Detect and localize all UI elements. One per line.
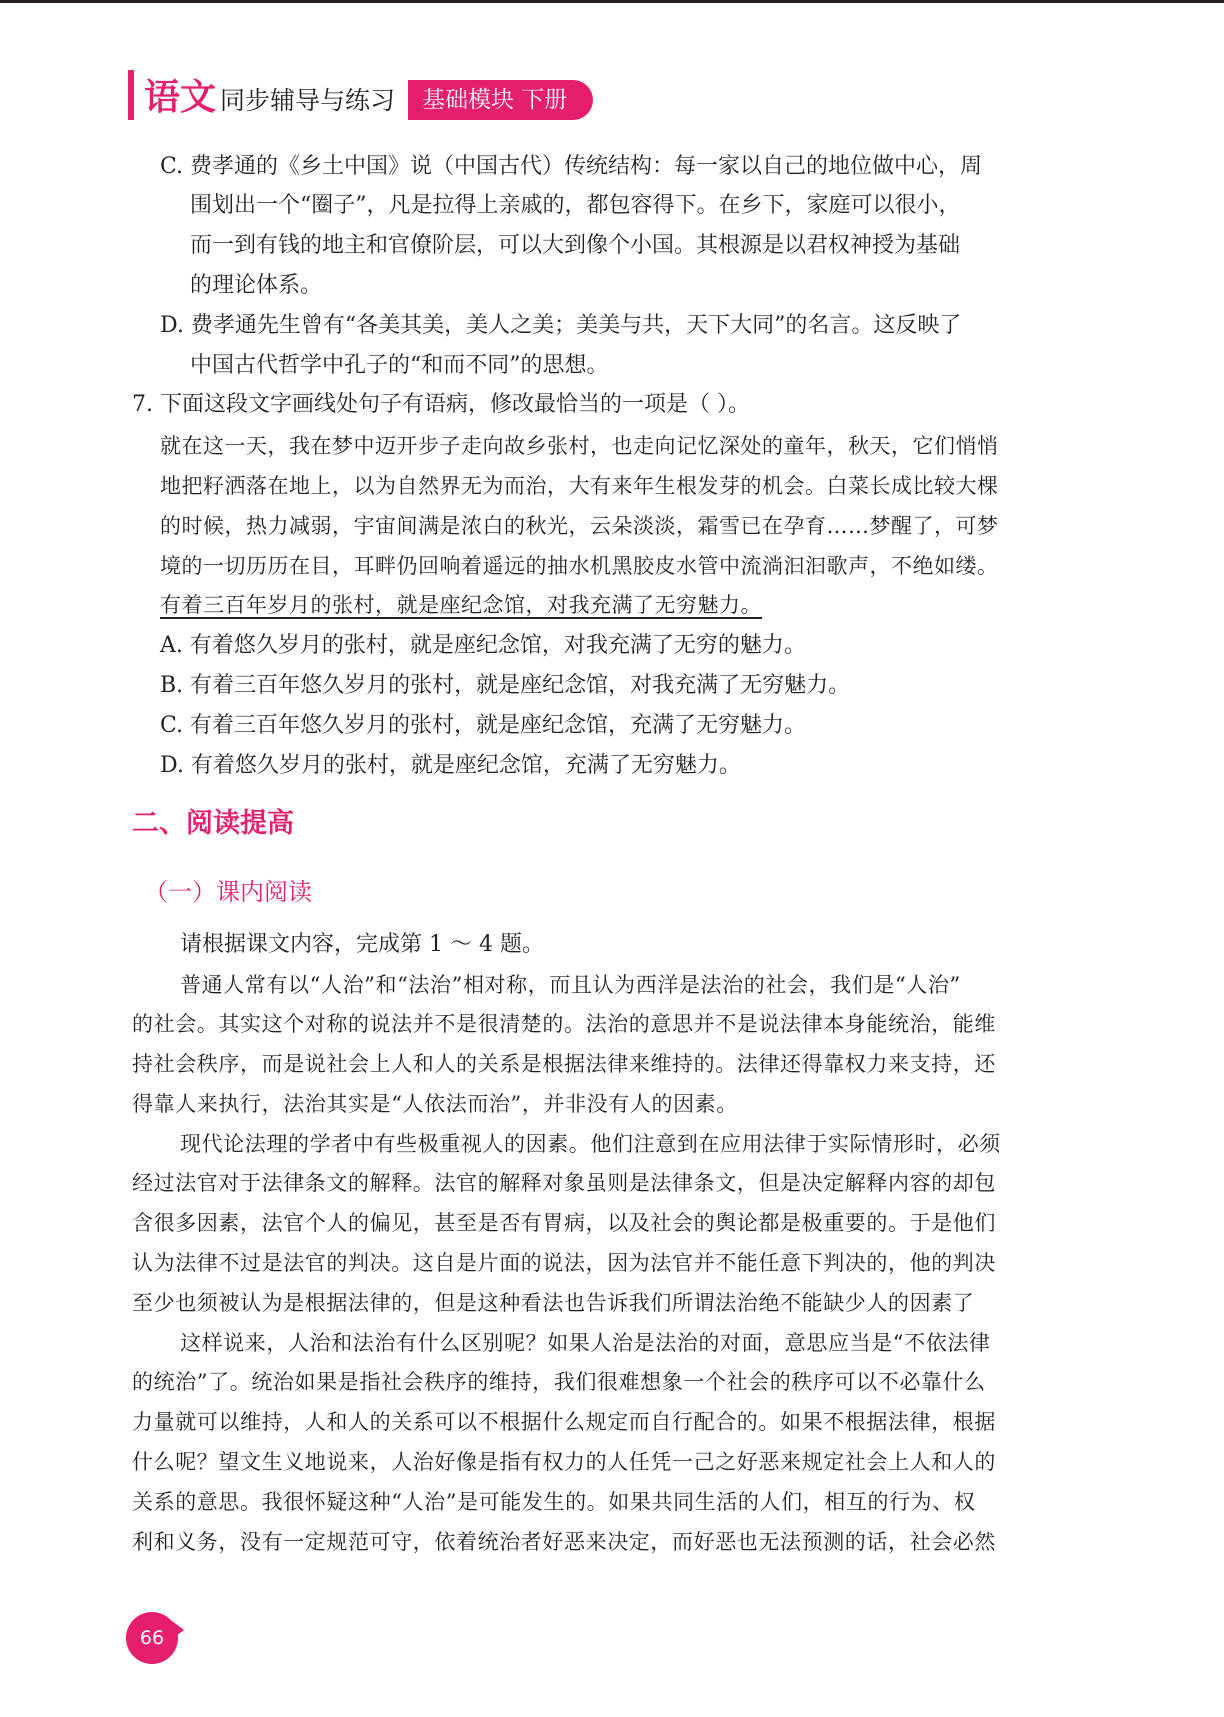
reading-p2-line: 现代论法理的学者中有些极重视人的因素。他们注意到在应用法律于实际情形时，必须 <box>180 1132 1001 1156</box>
instruction: 请根据课文内容，完成第 1 ～ 4 题。 <box>180 932 544 957</box>
subsection-heading: （一）课内阅读 <box>144 878 312 906</box>
reading-p3-line: 什么呢？望文生义地说来，人治好像是指有权力的人任凭一己之好恶来规定社会上人和人的 <box>132 1450 996 1474</box>
reading-p3-line: 这样说来，人治和法治有什么区别呢？如果人治是法治的对面，意思应当是“不依法律 <box>180 1331 991 1355</box>
section-heading: 二、阅读提高 <box>132 808 294 839</box>
reading-p1-line: 得靠人来执行，法治其实是“人依法而治”，并非没有人的因素。 <box>132 1092 738 1116</box>
q6-option-c-line: 而一到有钱的地主和官僚阶层，可以大到像个小国。其根源是以君权神授为基础 <box>190 233 961 258</box>
reading-p3-line: 的统治”了。统治如果是指社会秩序的维持，我们很难想象一个社会的秩序可以不必靠什么 <box>132 1370 986 1394</box>
reading-p2-line: 认为法律不过是法官的判决。这自是片面的说法，因为法官并不能任意下判决的，他的判决 <box>132 1251 996 1275</box>
header-module-badge: 基础模块 下册 <box>408 80 593 120</box>
q7-passage-line: 的时候，热力减弱，宇宙间满是浓白的秋光，云朵淡淡，霜雪已在孕育……梦醒了，可梦 <box>160 514 999 538</box>
q7-option-a: A. 有着悠久岁月的张村，就是座纪念馆，对我充满了无穷的魅力。 <box>160 633 806 658</box>
q7-passage-line: 就在这一天，我在梦中迈开步子走向故乡张村，也走向记忆深处的童年，秋天，它们悄悄 <box>160 434 999 458</box>
reading-p1-line: 普通人常有以“人治”和“法治”相对称，而且认为西洋是法治的社会，我们是“人治” <box>180 973 961 997</box>
q7-stem: 7. 下面这段文字画线处句子有语病，修改最恰当的一项是（ ）。 <box>132 392 750 417</box>
reading-p2-line: 含很多因素，法官个人的偏见，甚至是否有胃病，以及社会的舆论都是极重要的。于是他们 <box>132 1211 996 1235</box>
q7-option-d: D. 有着悠久岁月的张村，就是座纪念馆，充满了无穷魅力。 <box>160 753 741 778</box>
reading-p2-line: 经过法官对于法律条文的解释。法官的解释对象虽则是法律条文，但是决定解释内容的却包 <box>132 1171 996 1195</box>
reading-p2-line: 至少也须被认为是根据法律的，但是这种看法也告诉我们所谓法治绝不能缺少人的因素了 <box>132 1291 975 1315</box>
q7-passage-line: 地把籽洒落在地上，以为自然界无为而治，大有来年生根发芽的机会。白菜长成比较大棵 <box>160 474 999 498</box>
q6-option-c-line: C. 费孝通的《乡土中国》说（中国古代）传统结构：每一家以自己的地位做中心，周 <box>160 154 983 179</box>
reading-p3-line: 关系的意思。我很怀疑这种“人治”是可能发生的。如果共同生活的人们，相互的行为、权 <box>132 1490 976 1514</box>
page-number: 66 <box>126 1612 178 1664</box>
header-subject: 语文 <box>144 77 217 118</box>
q7-passage-line: 境的一切历历在目，耳畔仍回响着遥远的抽水机黑胶皮水管中流淌汩汩歌声，不绝如缕。 <box>160 554 999 578</box>
q6-option-c-line: 的理论体系。 <box>190 273 323 298</box>
top-rule <box>0 0 1224 3</box>
reading-p3-line: 利和义务，没有一定规范可守，依着统治者好恶来决定，而好恶也无法预测的话，社会必然 <box>132 1530 996 1554</box>
q7-underlined-sentence: 有着三百年岁月的张村，就是座纪念馆，对我充满了无穷魅力。 <box>160 593 762 617</box>
q6-option-d-line: D. 费孝通先生曾有“各美其美，美人之美；美美与共，天下大同”的名言。这反映了 <box>160 313 962 338</box>
q6-option-c-line: 围划出一个“圈子”，凡是拉得上亲戚的，都包容得下。在乡下，家庭可以很小， <box>190 193 961 218</box>
header-accent-bar <box>128 70 134 120</box>
reading-p3-line: 力量就可以维持，人和人的关系可以不根据什么规定而自行配合的。如果不根据法律，根据 <box>132 1410 996 1434</box>
q7-option-b: B. 有着三百年悠久岁月的张村，就是座纪念馆，对我充满了无穷魅力。 <box>160 673 851 698</box>
reading-p1-line: 持社会秩序，而是说社会上人和人的关系是根据法律来维持的。法律还得靠权力来支持，还 <box>132 1052 996 1076</box>
q6-option-d-line: 中国古代哲学中孔子的“和而不同”的思想。 <box>190 353 609 378</box>
q7-option-c: C. 有着三百年悠久岁月的张村，就是座纪念馆，充满了无穷魅力。 <box>160 713 807 738</box>
header-series: 同步辅导与练习 <box>220 86 396 115</box>
reading-p1-line: 的社会。其实这个对称的说法并不是很清楚的。法治的意思并不是说法律本身能统治，能维 <box>132 1012 996 1036</box>
